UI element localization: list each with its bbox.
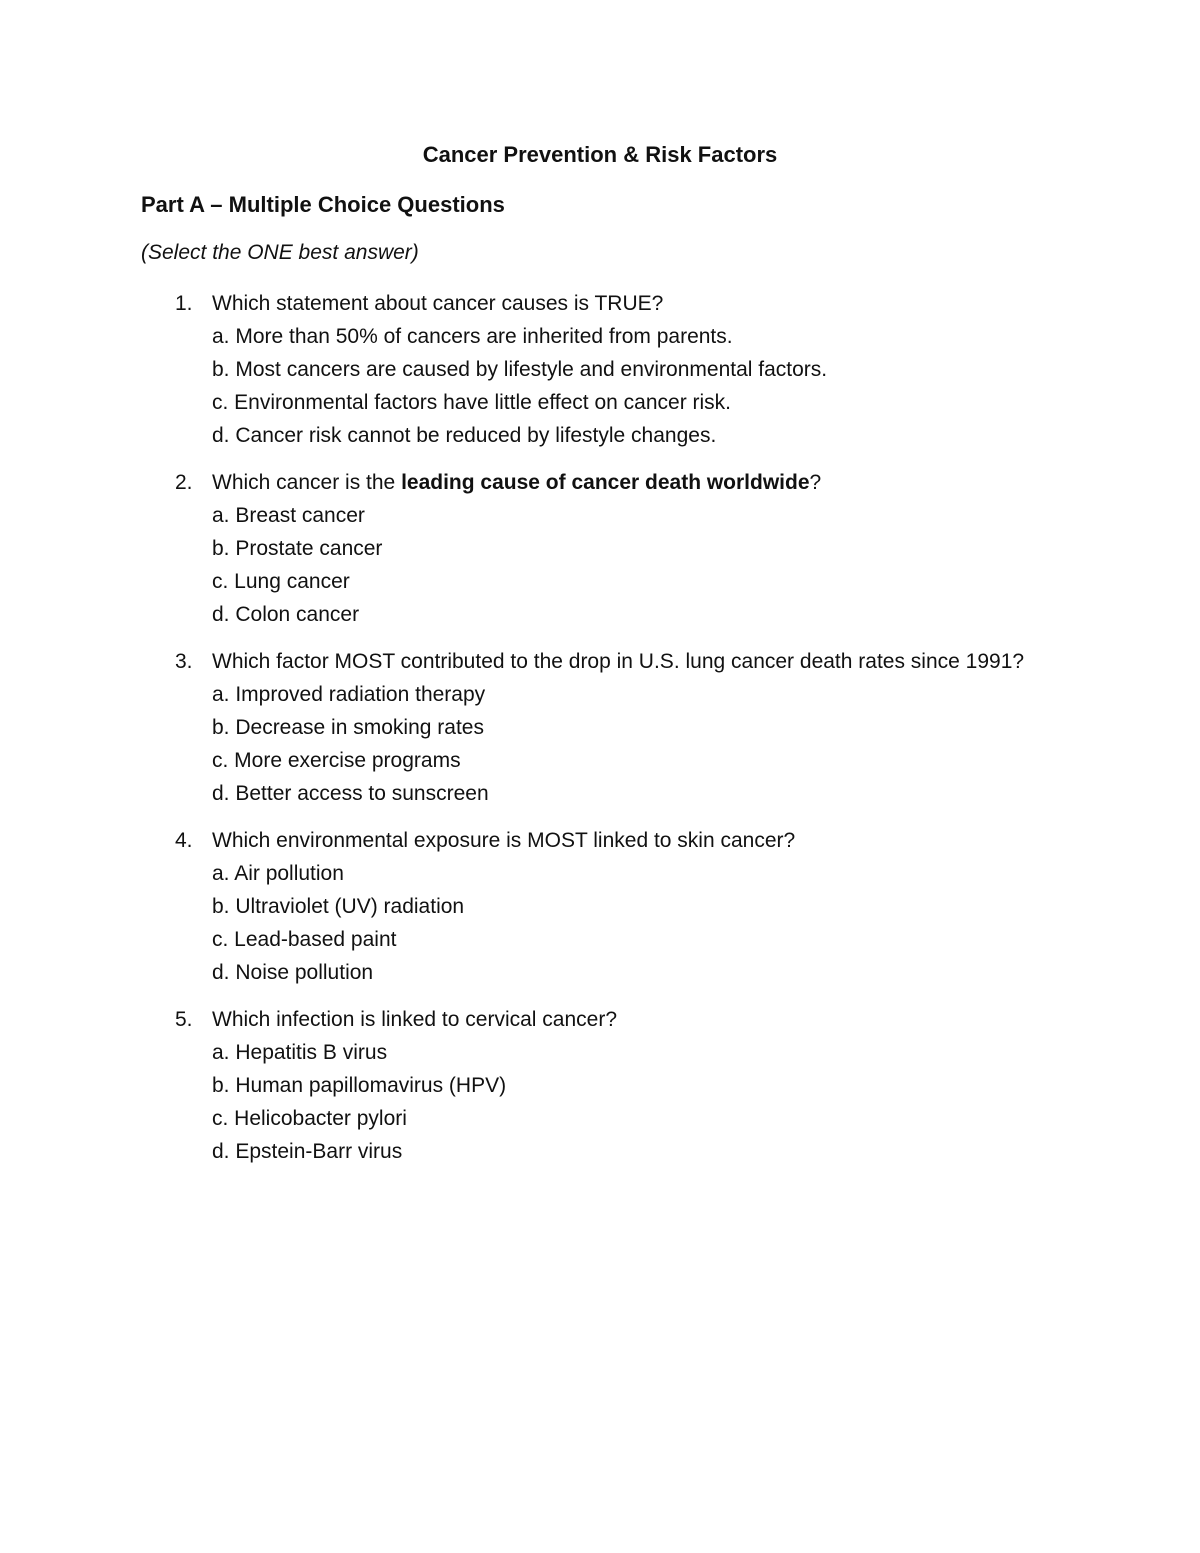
question-number: 5.: [175, 1008, 193, 1031]
question-3: [141, 645, 1101, 810]
question-stem: [141, 824, 1101, 857]
answer-option-b: b. Human papillomavirus (HPV): [212, 1074, 507, 1097]
question-5: [141, 1003, 1101, 1168]
question-stem: [141, 1003, 1101, 1036]
answer-option-d: d. Epstein-Barr virus: [212, 1140, 403, 1163]
answer-option-d: d. Better access to sunscreen: [212, 782, 489, 805]
answer-option-b: b. Most cancers are caused by lifestyle and environmental factors.: [212, 358, 828, 381]
question-stem: [141, 466, 1101, 499]
question-number: 1.: [175, 292, 193, 315]
answer-option-a: a. Improved radiation therapy: [212, 683, 486, 706]
question-number: 4.: [175, 829, 193, 852]
answer-option-a: a. Air pollution: [212, 862, 344, 885]
answer-option-a: a. Breast cancer: [212, 504, 365, 527]
instruction-text: (Select the ONE best answer): [141, 241, 419, 264]
answer-option-d: d. Colon cancer: [212, 603, 360, 626]
question-4: [141, 824, 1101, 989]
answer-option-d: d. Noise pollution: [212, 961, 374, 984]
answer-option-c: c. Environmental factors have little effect on cancer risk.: [212, 391, 732, 414]
answer-option-b: b. Ultraviolet (UV) radiation: [212, 895, 465, 918]
answer-option-c: c. Lung cancer: [212, 570, 350, 593]
answer-option-a: a. More than 50% of cancers are inherited from parents.: [212, 325, 733, 348]
answer-option-b: b. Decrease in smoking rates: [212, 716, 484, 739]
answer-option-d: d. Cancer risk cannot be reduced by lifestyle changes.: [212, 424, 717, 447]
question-stem: [141, 645, 1101, 678]
answer-option-c: c. Helicobacter pylori: [212, 1107, 407, 1130]
document-title: Cancer Prevention & Risk Factors: [422, 142, 778, 167]
question-text-end: ?: [809, 471, 822, 494]
question-text: Which statement about cancer causes is TRUE?: [212, 292, 664, 315]
question-text: Which cancer is the: [212, 471, 402, 494]
section-heading: Part A – Multiple Choice Questions: [141, 192, 505, 217]
answer-option-c: c. Lead-based paint: [212, 928, 397, 951]
question-number: 3.: [175, 650, 193, 673]
question-1: [141, 287, 1101, 452]
question-stem: [141, 287, 1101, 320]
question-2: [141, 466, 1101, 631]
question-list: [141, 287, 1101, 1182]
answer-option-a: a. Hepatitis B virus: [212, 1041, 388, 1064]
question-text: Which environmental exposure is MOST linked to skin cancer?: [212, 829, 796, 852]
answer-option-b: b. Prostate cancer: [212, 537, 383, 560]
answer-option-c: c. More exercise programs: [212, 749, 461, 772]
question-text: Which factor MOST contributed to the drop in U.S. lung cancer death rates since 1991?: [212, 650, 1025, 673]
question-text: Which infection is linked to cervical cancer?: [212, 1008, 618, 1031]
question-emphasis: leading cause of cancer death worldwide: [401, 471, 810, 494]
question-number: 2.: [175, 471, 193, 494]
